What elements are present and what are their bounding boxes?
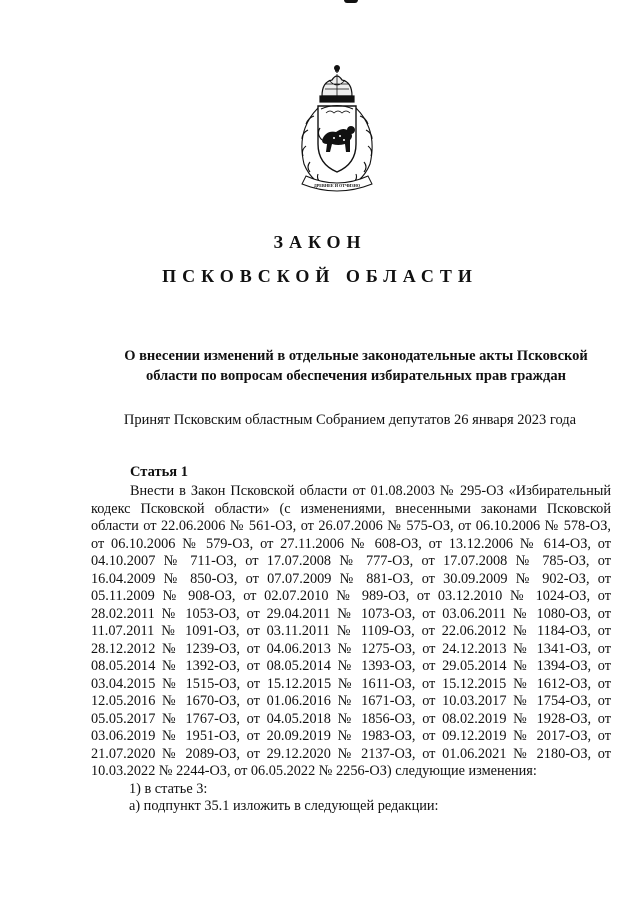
law-title: ЗАКОН [273,232,367,252]
crown-icon [320,66,354,102]
list-item: 1) в статье 3: [129,780,208,797]
motto-ribbon [302,176,372,191]
law-subject: О внесении изменений в отдельные законодательные акты Псковской области по вопросам обеспечения избирательных прав граждан [124,348,588,384]
article-intro-paragraph: Внести в Закон Псковской области от 01.08.2003 № 295-ОЗ «Избирательный кодекс Псковской области» (с изменениями, внесенными законами Псковской области от 22.06.2006 № 561-ОЗ, от 26.07.2006 № 575-ОЗ, от 06.10.2006 № 578-ОЗ, от 06.10.2006 № 579-ОЗ, от 27.11.2006 № 608-ОЗ, от 13.12.2006 № 614-ОЗ, от 04.10.2007 № 711-ОЗ, от 17.07.2008 № 777-ОЗ, от 17.07.2008 № 785-ОЗ, от 16.04.2009 № 850-ОЗ, от 07.07.2009 № 881-ОЗ, от 30.09.2009 № 902-ОЗ, от 05.11.2009 № 908-ОЗ, от 02.07.2010 № 989-ОЗ, от 03.12.2010 № 1024-ОЗ, от 28.02.2011 № 1053-ОЗ, от 29.04.2011 № 1073-ОЗ, от 03.06.2011 № 1080-ОЗ, от 11.07.2011 № 1091-ОЗ, от 03.11.2011 № 1109-ОЗ, от 22.06.2012 № 1184-ОЗ, от 28.12.2012 № 1239-ОЗ, от 04.06.2013 № 1275-ОЗ, от 24.12.2013 № 1341-ОЗ, от 08.05.2014 № 1392-ОЗ, от 08.05.2014 № 1393-ОЗ, от 29.05.2014 № 1394-ОЗ, от 03.04.2015 № 1515-ОЗ, от 15.12.2015 № 1611-ОЗ, от 15.12.2015 № 1612-ОЗ, от 12.05.2016 № 1670-ОЗ, от 01.06.2016 № 1671-ОЗ, от 10.03.2017 № 1754-ОЗ, от 05.05.2017 № 1767-ОЗ, от 04.05.2018 № 1856-ОЗ, от 08.02.2019 № 1928-ОЗ, от 03.06.2019 № 1951-ОЗ, от 20.09.2019 № 1983-ОЗ, от 09.12.2019 № 2017-ОЗ, от 21.07.2020 № 2089-ОЗ, от 29.12.2020 № 2137-ОЗ, от 01.06.2021 № 2180-ОЗ, от 10.03.2022 № 2244-ОЗ, от 06.05.2022 № 2256-ОЗ) следующие изменения: [91,483,611,779]
motto-text: ДРЕВНЕЕ И ОТЧИЗНО [313,183,361,188]
region-title: ПСКОВСКОЙ ОБЛАСТИ [162,266,478,286]
article-body [91,483,611,816]
adoption-note: Принят Псковским областным Собранием депутатов 26 января 2023 года [123,412,577,428]
list-item: а) подпункт 35.1 изложить в следующей редакции: [129,798,439,814]
pskov-coat-of-arms-icon [288,60,386,202]
shield-icon [318,106,356,173]
article-heading: Статья 1 [130,464,188,480]
page-top-mark [344,0,358,3]
